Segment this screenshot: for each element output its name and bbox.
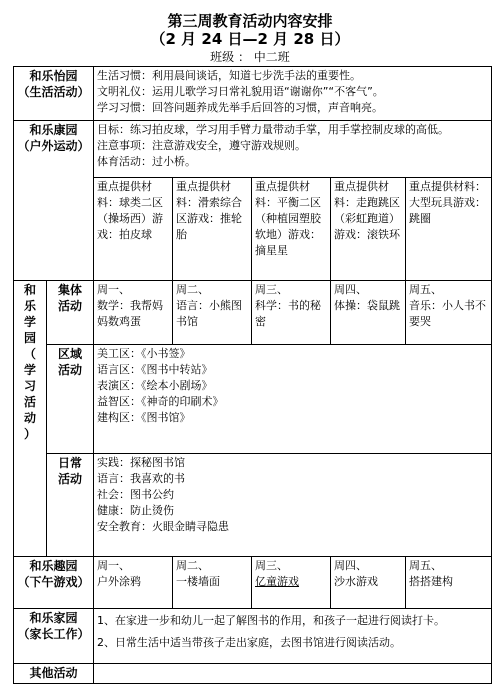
- outdoor-area: 重点提供材料：滑索综合区游戏：推轮胎: [173, 178, 252, 281]
- area-line: 表演区：《绘本小剧场》: [97, 379, 213, 392]
- group-activity-label: 集体 活动: [47, 281, 94, 345]
- learning-daily-row: [14, 454, 492, 557]
- daily-line: 安全教育：火眼金睛寻隐患: [97, 520, 230, 533]
- learning-group-row: [14, 281, 492, 345]
- group-day: 周三、 科学：书的秘密: [252, 281, 331, 345]
- class-name: 班级 ： 中二班: [210, 50, 290, 64]
- life-content: [94, 67, 492, 121]
- date-range: （2 月 24 日—2 月 28 日）: [150, 30, 350, 48]
- daily-line: 健康：防止烫伤: [97, 504, 175, 517]
- group-day: 周五、 音乐：小人书不要哭: [406, 281, 492, 345]
- area-line: 语言区：《图书中转站》: [97, 363, 213, 376]
- health-goals: [94, 121, 492, 178]
- daily-line: 语言：我喜欢的书: [97, 472, 186, 485]
- group-day: 周二、 语言：小熊图书馆: [173, 281, 252, 345]
- outdoor-area: 重点提供材料：大型玩具游戏：跳圈: [406, 178, 492, 281]
- life-row: [14, 67, 492, 121]
- life-section-label: 和乐怡园 （生活活动）: [14, 67, 94, 121]
- page-title: 第三周教育活动内容安排: [167, 12, 333, 30]
- home-line: 1、在家进一步和幼儿一起了解图书的作用，和孩子一起进行阅读打卡。: [97, 614, 446, 627]
- home-section-label: 和乐家园 （家长工作）: [14, 609, 94, 664]
- area-line: 美工区：《小书签》: [97, 347, 191, 360]
- learning-area-row: [14, 345, 492, 454]
- schedule-table: [13, 66, 492, 684]
- group-day: 周一、 数学：我帮妈妈数鸡蛋: [94, 281, 173, 345]
- outdoor-area: 重点提供材料：走跑跳区（彩虹跑道）游戏：滚铁环: [331, 178, 406, 281]
- health-goals-row: [14, 121, 492, 178]
- health-line: 目标：练习拍皮球，学习用手臂力量带动手掌，用手掌控制皮球的高低。: [97, 123, 450, 136]
- health-line: 注意事项：注意游戏安全，遵守游戏规则。: [97, 139, 307, 152]
- life-line: 生活习惯：利用晨间谈话，知道七步洗手法的重要性。: [97, 69, 362, 82]
- home-row: [14, 609, 492, 664]
- health-line: 体育活动：过小桥。: [97, 155, 197, 168]
- home-line: 2、日常生活中适当带孩子走出家庭，去图书馆进行阅读活动。: [97, 636, 402, 649]
- area-activity-content: [94, 345, 492, 454]
- game-day: 周一、 户外涂鸦: [94, 557, 173, 609]
- game-day: 周四、 沙水游戏: [331, 557, 406, 609]
- outdoor-area: 重点提供材料：平衡二区（种植园塑胶软地）游戏：摘星星: [252, 178, 331, 281]
- learning-section-label: 和 乐 学 园 （ 学 习 活 动 ）: [14, 281, 47, 557]
- other-content: [94, 664, 492, 684]
- daily-line: 实践：探秘图书馆: [97, 456, 186, 469]
- fun-row: [14, 557, 492, 609]
- home-content: [94, 609, 492, 664]
- other-row: [14, 664, 492, 684]
- daily-activity-content: [94, 454, 492, 557]
- game-day: 周三、 亿童游戏: [252, 557, 331, 609]
- group-day: 周四、 体操：袋鼠跳: [331, 281, 406, 345]
- life-line: 学习习惯：回答问题养成先举手后回答的习惯，声音响亮。: [97, 101, 384, 114]
- area-activity-label: 区域 活动: [47, 345, 94, 454]
- daily-activity-label: 日常 活动: [47, 454, 94, 557]
- area-line: 建构区：《图书馆》: [97, 411, 191, 424]
- health-section-label: 和乐康园 （户外运动）: [14, 121, 94, 281]
- game-day: 周五、 搭搭建构: [406, 557, 492, 609]
- area-line: 益智区：《神奇的印刷术》: [97, 395, 224, 408]
- fun-section-label: 和乐趣园 （下午游戏）: [14, 557, 94, 609]
- life-line: 文明礼仪：运用儿歌学习日常礼貌用语“谢谢你”“不客气”。: [97, 85, 384, 98]
- game-day: 周二、 一楼墙面: [173, 557, 252, 609]
- outdoor-area: 重点提供材料：球类二区（操场西）游戏：拍皮球: [94, 178, 173, 281]
- other-section-label: 其他活动: [14, 664, 94, 684]
- daily-line: 社会：图书公约: [97, 488, 175, 501]
